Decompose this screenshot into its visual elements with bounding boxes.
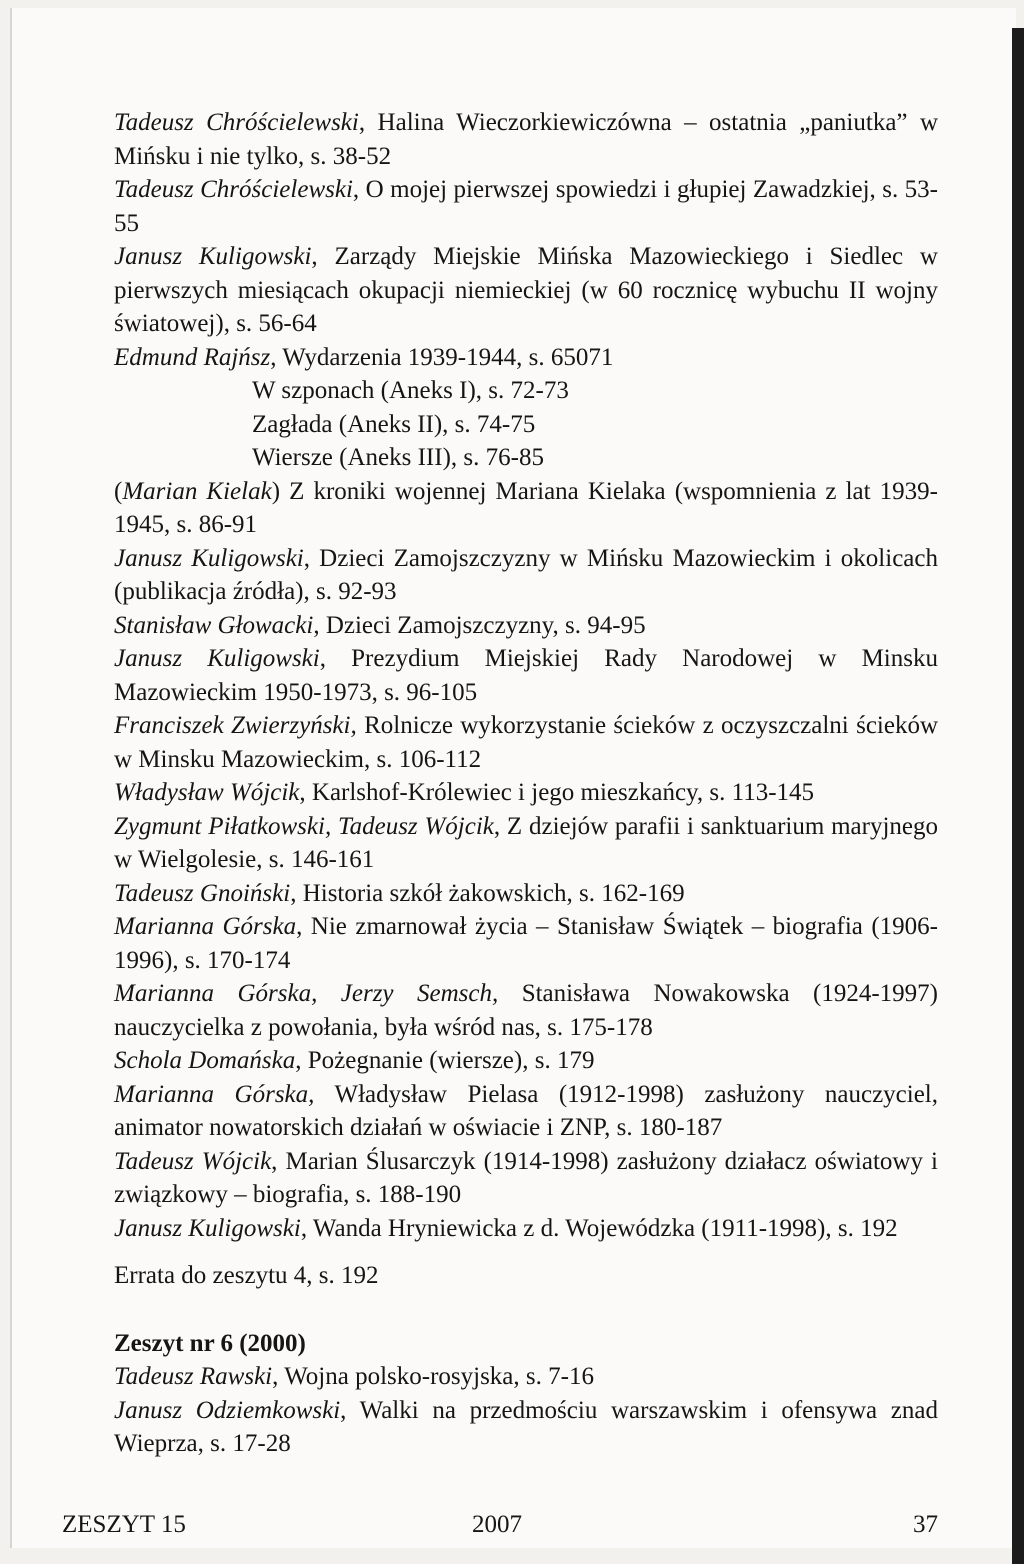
section-heading: Zeszyt nr 6 (2000) [114,1329,306,1357]
entry-title: , Marian Ślusarczyk (1914-1998) zasłużony działacz oświatowy i związkowy – biografia, s. 188-190 [114,1147,939,1208]
entry-title: Zagłada (Aneks II), s. 74-75 [252,410,536,438]
entry-title: , Wanda Hryniewicka z d. Wojewódzka (1911-1998), s. 192 [300,1214,898,1242]
entry-author: Stanisław Głowacki [114,611,314,639]
entry-21 [62,1212,938,1246]
entry-14 [62,810,938,877]
entry-7 [62,441,938,475]
entry-9 [62,542,938,609]
entry-2 [62,173,938,240]
entry-1 [62,106,938,173]
footer-year: 2007 [472,1511,522,1538]
entry-4 [62,341,938,375]
entry-author: Edmund Rajńsz [114,343,271,371]
entry-author: Marian Kielak [122,477,272,505]
entry-title: , Prezydium Miejskiej Rady Narodowej w Minsku Mazowieckim 1950-1973, s. 96-105 [114,645,938,706]
bibliography-list [62,106,938,1461]
entry-12 [62,709,938,776]
entry-author: Marianna Górska, Jerzy Semsch, [114,980,499,1007]
entry-title: , Wydarzenia 1939-1944, s. 65071 [270,343,614,371]
entry-title: , Historia szkół żakowskich, s. 162-169 [290,879,685,907]
entry-author: Janusz Odziemkowski [114,1396,341,1424]
spacer [62,1245,938,1259]
entry-title: W szponach (Aneks I), s. 72-73 [252,377,569,404]
entry-title: , Dzieci Zamojszczyzny, s. 94-95 [313,611,646,639]
entry-title: , Z dziejów parafii i sanktuarium maryjnego w Wielgolesie, s. 146-161 [114,812,938,873]
errata-line: Errata do zeszytu 4, s. 192 [114,1262,379,1289]
entry-18 [62,1044,938,1078]
entry-author: Janusz Kuligowski [114,645,320,672]
entry-author: Tadeusz Rawski [114,1363,273,1390]
entry-title: Z kroniki wojennej Mariana Kielaka (wspomnienia z lat 1939-1945, s. 86-91 [114,477,938,538]
entry-title: , Nie zmarnował życia – Stanisław Świątek – biografia (1906-1996), s. 170-174 [114,913,938,974]
entry-11 [62,642,938,709]
entry-author: Tadeusz Chróścielewski [114,176,353,203]
entry-10 [62,609,938,643]
entry-author: Tadeusz Gnoiński [114,879,291,907]
entry-author: Janusz Kuligowski [114,544,304,572]
entry-author: Schola Domańska [114,1047,296,1074]
entry-title: , Zarządy Miejskie Mińska Mazowieckiego i Siedlec w pierwszych miesiącach okupacji niemieckiej (w 60 rocznicę wybuchu II wojny światowej), s. 56-64 [114,243,938,337]
entry-title: Władysław Pielasa (1912-1998) zasłużony nauczyciel, animator nowatorskich działań w oświacie i ZNP, s. 180-187 [114,1080,939,1141]
entry-author: Marianna Górska, [114,1080,315,1108]
entry-title: , Dzieci Zamojszczyzny w Mińsku Mazowieckim i okolicach (publikacja źródła), s. 92-93 [114,544,938,605]
entry-5 [62,374,938,408]
page-number: 37 [913,1511,938,1538]
entry-author: Franciszek Zwierzyński, [114,712,357,739]
entry-19 [62,1078,938,1145]
entry-16 [62,910,938,977]
entry-22 [62,1360,938,1394]
entry-author: Janusz Kuligowski [114,1214,301,1242]
entry-13 [62,776,938,810]
entry-15 [62,877,938,911]
entry-title: , Karlshof-Królewiec i jego mieszkańcy, s. 113-145 [299,779,815,806]
entry-20 [62,1145,938,1212]
entry-author: Władysław Wójcik [114,779,300,806]
page [10,8,1016,1548]
entry-title: Stanisława Nowakowska (1924-1997) nauczycielka z powołania, była wśród nas, s. 175-178 [114,980,938,1041]
entry-title: Wiersze (Aneks III), s. 76-85 [252,444,544,471]
entry-author: Tadeusz Wójcik [114,1147,272,1175]
entry-title: Rolnicze wykorzystanie ścieków z oczyszczalni ścieków w Minsku Mazowieckim, s. 106-112 [114,712,939,773]
entry-author: Marianna Górska [114,913,297,940]
entry-author: Janusz Kuligowski [114,243,312,270]
entry-17 [62,977,938,1044]
entry-author: Tadeusz Chróścielewski [114,109,359,136]
entry-title: , Wojna polsko-rosyjska, s. 7-16 [272,1363,594,1390]
entry-title: , Pożegnanie (wiersze), s. 179 [295,1047,595,1074]
footer-issue: ZESZYT 15 [62,1511,186,1538]
entry-title: , Walki na przedmościu warszawskim i ofensywa znad Wieprza, s. 17-28 [114,1396,938,1457]
entry-6 [62,408,938,442]
entry-title: , Halina Wieczorkiewiczówna – ostatnia „paniutka” w Mińsku i nie tylko, s. 38-52 [114,109,938,170]
entry-23 [62,1394,938,1461]
entry-title: , O mojej pierwszej spowiedzi i głupiej Zawadzkiej, s. 53-55 [114,176,938,237]
entry-author: Zygmunt Piłatkowski, Tadeusz Wójcik [114,812,494,840]
entry-8: (Marian Kielak) Z kroniki wojennej Mariana Kielaka (wspomnienia z lat 1939-1945, s. 86-91 [114,477,938,538]
entry-3 [62,240,938,341]
scan-edge [1012,28,1024,1564]
